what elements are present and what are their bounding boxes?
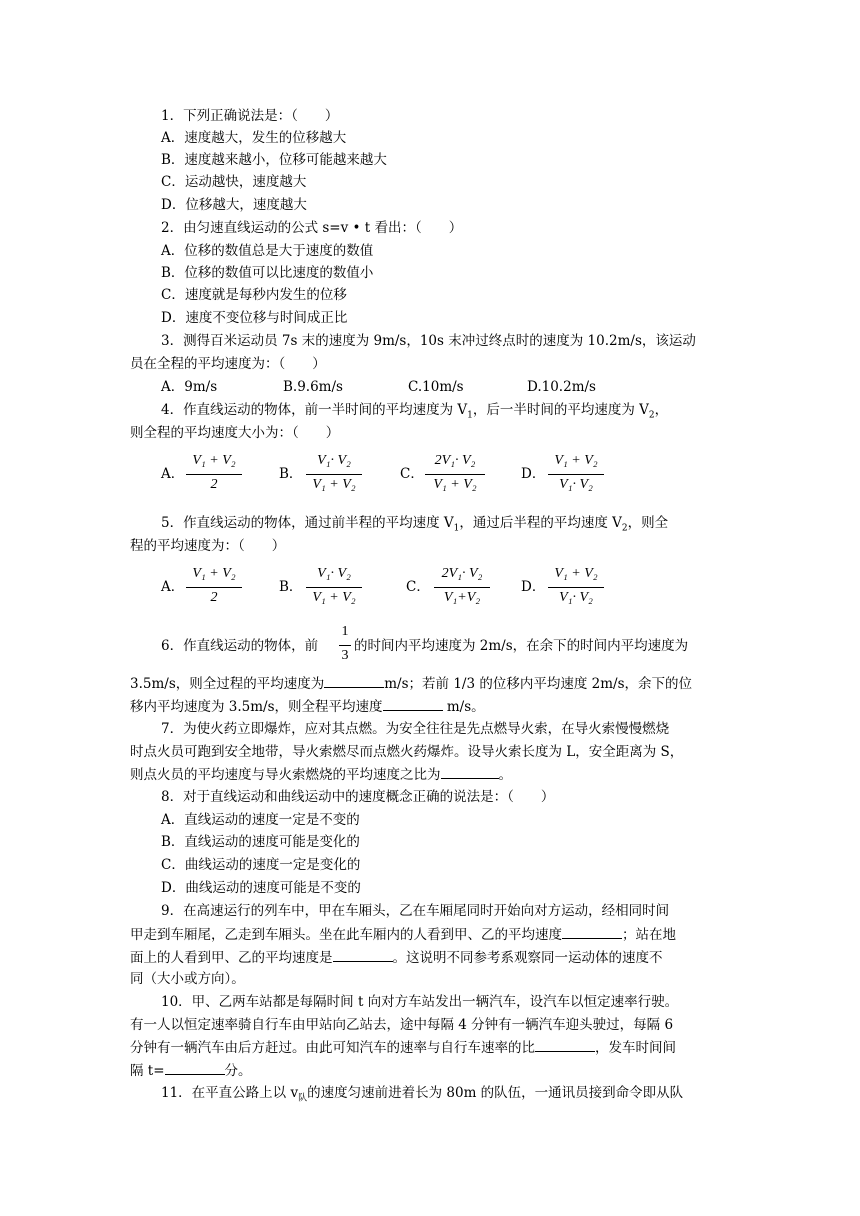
q10-answer-blank-1[interactable] [535,1037,595,1052]
q10-line1: 10．甲、乙两车站都是每隔时间 t 向对方车站发出一辆汽车，设汽车以恒定速率行驶。 [161,994,679,1010]
q1-option-b: B．速度越来越小，位移可能越来越大 [161,152,387,168]
q6-line2: 3.5m/s，则全过程的平均速度为 m/s；若前 1/3 的位移内平均速度 2m/s，余下的位 [130,673,692,694]
q5-fraction-c: 2V₁· V₂ V₁+V₂ [434,566,490,610]
q4-label-b: B． [279,466,303,482]
q9-line1: 9．在高速运行的列车中，甲在车厢头，乙在车厢尾同时开始向对方运动，经相同时间 [161,903,670,919]
q4-label-d: D． [521,466,546,482]
q2-option-a: A．位移的数值总是大于速度的数值 [161,243,374,259]
q8-option-d: D．曲线运动的速度可能是不变的 [161,880,361,896]
q5-label-d: D． [521,579,546,595]
q7-line2: 时点火员可跑到安全地带，导火索燃尽而点燃火药爆炸。设导火索长度为 L，安全距离为 S， [130,744,684,760]
q3-option-a: A．9m/s [161,379,218,395]
q2-option-b: B．位移的数值可以比速度的数值小 [161,265,374,281]
q1-option-a: A．速度越大，发生的位移越大 [161,130,347,146]
q4-label-a: A． [161,466,185,482]
q9-answer-blank-2[interactable] [333,947,393,962]
q8-option-a: A．直线运动的速度一定是不变的 [161,812,360,828]
q6-one-third-fraction: 1 3 [339,624,351,668]
q2-option-d: D．速度不变位移与时间成正比 [161,310,348,326]
q3-line2: 员在全程的平均速度为：（ ） [130,356,326,372]
q11-line1: 11．在平直公路上以 $v_队$的速度匀速前进着长为 80m 的队伍，一通讯员接到命令即从队 [161,1085,684,1104]
q7-line1: 7．为使火药立即爆炸，应对其点燃。为安全往往是先点燃导火索，在导火索慢慢燃烧 [161,721,670,737]
q9-line4: 同（大小或方向）。 [130,971,245,987]
q9-line2: 甲走到车厢尾，乙走到车厢头。坐在此车厢内的人看到甲、乙的平均速度 ；站在地 [130,924,676,945]
q5-line2: 程的平均速度为：（ ） [130,538,286,554]
q9-answer-blank-1[interactable] [562,924,622,939]
q5-label-c: C． [406,579,430,595]
q4-fraction-d: V₁ + V₂ V₁· V₂ [548,453,604,497]
q5-fraction-d: V₁ + V₂ V₁· V₂ [548,566,604,610]
q10-answer-blank-2[interactable] [165,1060,225,1075]
q4-fraction-c: 2V₁· V₂ V₁ + V₂ [425,453,485,497]
q4-line1: 4．作直线运动的物体，前一半时间的平均速度为 $V_1$，后一半时间的平均速度为 $V_2$， [161,402,669,421]
q7-answer-blank[interactable] [441,764,499,779]
q3-option-d: D.10.2m/s [527,379,596,395]
q8-option-b: B．直线运动的速度可能是变化的 [161,834,360,850]
q5-fraction-b: V₁· V₂ V₁ + V₂ [306,566,362,610]
q10-line2: 有一人以恒定速率骑自行车由甲站向乙站去，途中每隔 4 分钟有一辆汽车迎头驶过，每隔 6 [130,1017,674,1033]
q4-label-c: C． [400,466,424,482]
q5-label-b: B． [279,579,303,595]
q5-line1: 5．作直线运动的物体，通过前半程的平均速度 $V_1$，通过后半程的平均速度 $V_2$，则全 [161,515,669,534]
q1-stem: 1．下列正确说法是：（ ） [161,108,339,124]
q10-line3: 分钟有一辆汽车由后方赶过。由此可知汽车的速率与自行车速率的比 ，发车时间间 [130,1037,676,1058]
q2-stem: 2．由匀速直线运动的公式 s=v • t 看出：（ ） [161,220,463,236]
q6-line3: 移内平均速度为 3.5m/s，则全程平均速度 m/s。 [130,696,485,717]
q2-option-c: C．速度就是每秒内发生的位移 [161,287,347,303]
q7-line3: 则点火员的平均速度与导火索燃烧的平均速度之比为 。 [130,764,512,785]
q6-line1-a: 6．作直线运动的物体，前 [161,638,319,654]
q9-line3: 面上的人看到甲、乙的平均速度是 。这说明不同参考系观察同一运动体的速度不 [130,947,663,968]
q8-stem: 8．对于直线运动和曲线运动中的速度概念正确的说法是：（ ） [161,789,555,805]
q6-answer-blank-2[interactable] [383,696,443,711]
q4-fraction-b: V₁· V₂ V₁ + V₂ [306,453,362,497]
q4-line2: 则全程的平均速度大小为：（ ） [130,425,340,441]
q3-line1: 3．测得百米运动员 7s 末的速度为 9m/s，10s 末冲过终点时的速度为 10.2m/s，该运动 [161,333,696,349]
q1-option-d: D．位移越大，速度越大 [161,197,307,213]
q10-line4: 隔 t= 分。 [130,1060,252,1081]
q1-option-c: C．运动越快，速度越大 [161,174,307,190]
q8-option-c: C．曲线运动的速度一定是变化的 [161,857,361,873]
q6-line1-b: 的时间内平均速度为 2m/s，在余下的时间内平均速度为 [354,638,689,654]
q6-answer-blank-1[interactable] [324,673,384,688]
q3-option-b: B.9.6m/s [283,379,343,395]
q4-fraction-a: V₁ + V₂ 2 [186,453,242,497]
q5-label-a: A． [161,579,185,595]
q5-fraction-a: V₁ + V₂ 2 [186,566,242,610]
q3-option-c: C.10m/s [408,379,464,395]
